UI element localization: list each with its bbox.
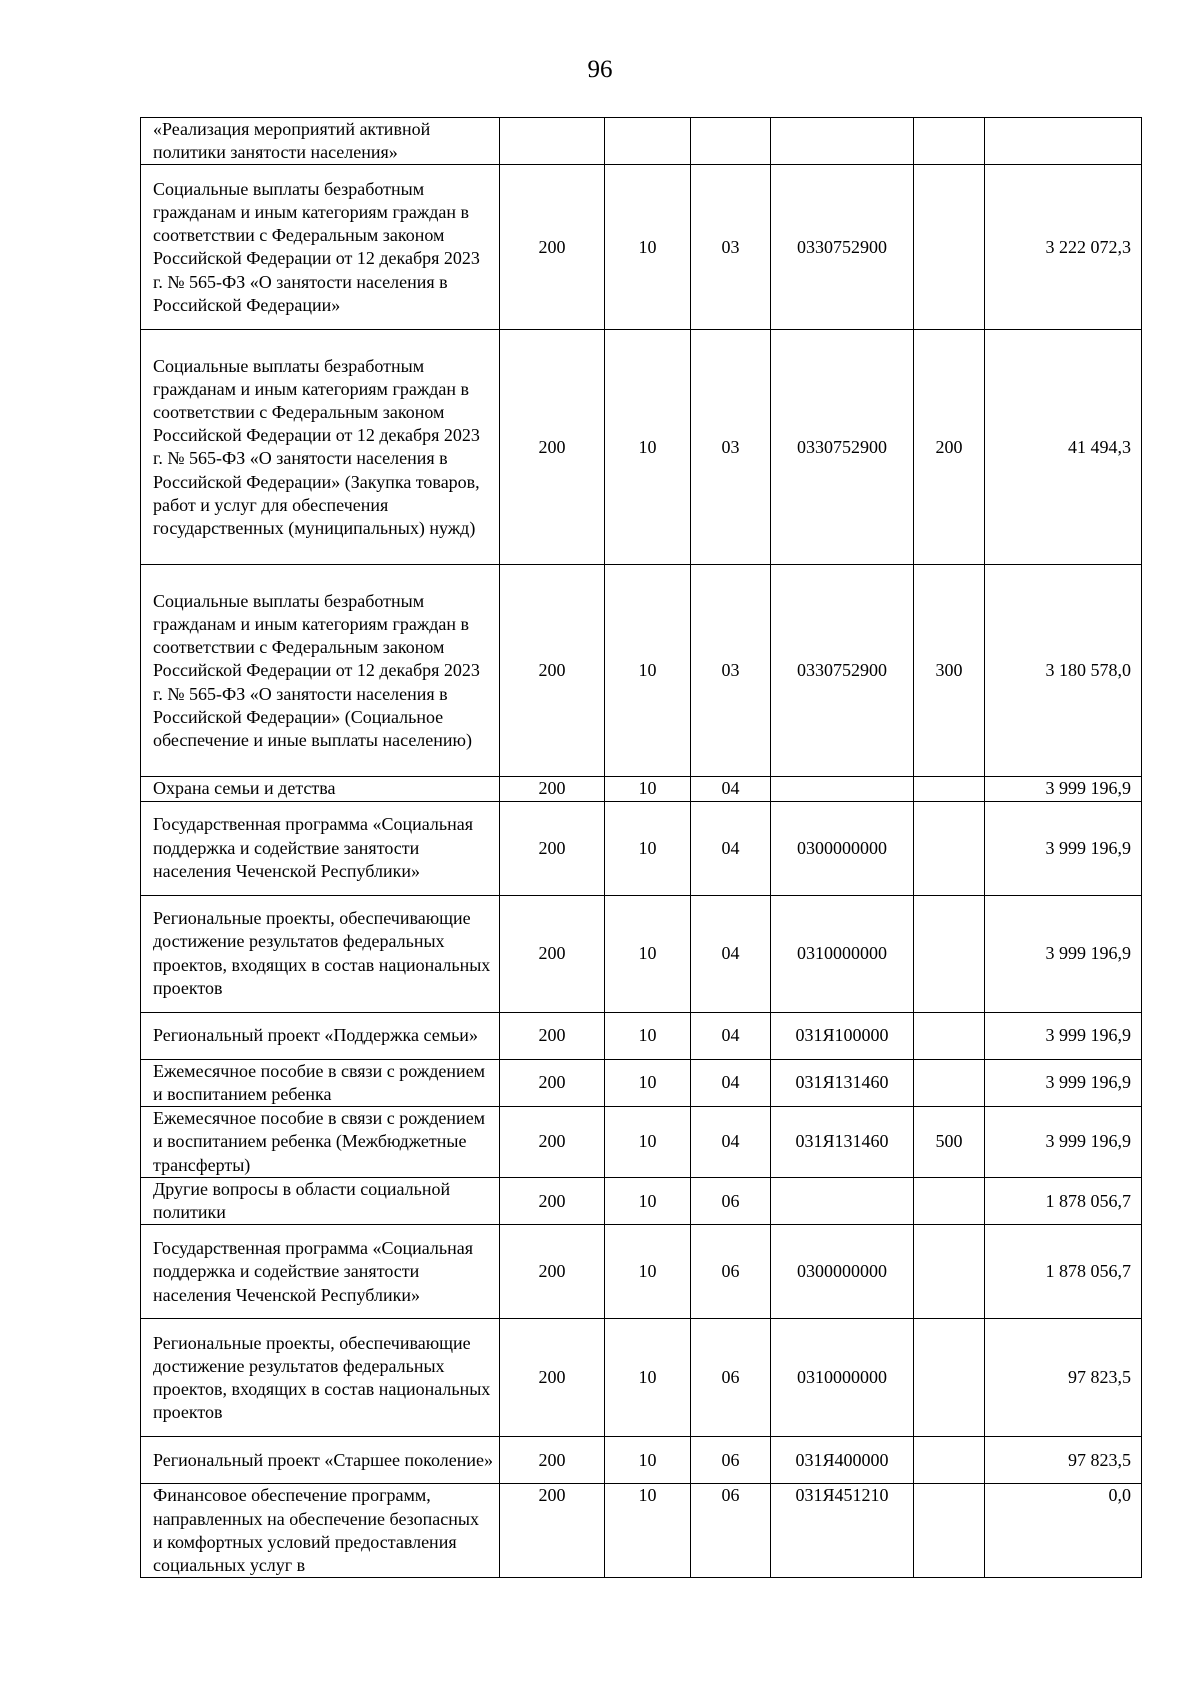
- row-rz: 10: [605, 1107, 691, 1178]
- row-name: Охрана семьи и детства: [141, 777, 500, 801]
- row-sum: 3 999 196,9: [985, 777, 1142, 801]
- table-row: [141, 330, 1142, 565]
- table-row: [141, 1107, 1142, 1178]
- row-vr: [914, 1178, 985, 1225]
- row-name: Региональный проект «Старшее поколение»: [141, 1437, 500, 1484]
- row-sum: 97 823,5: [985, 1437, 1142, 1484]
- row-vr: [914, 1225, 985, 1319]
- row-rz: 10: [605, 1178, 691, 1225]
- row-csr: 031Я100000: [771, 1012, 914, 1059]
- row-vr: [914, 895, 985, 1012]
- row-csr: [771, 118, 914, 165]
- row-adm: 200: [500, 1107, 605, 1178]
- table-row: [141, 118, 1142, 165]
- row-csr: 0310000000: [771, 895, 914, 1012]
- row-sum: 3 999 196,9: [985, 801, 1142, 895]
- row-rz: 10: [605, 1319, 691, 1437]
- table-row: [141, 1484, 1142, 1578]
- row-sum: 1 878 056,7: [985, 1225, 1142, 1319]
- row-rz: 10: [605, 330, 691, 565]
- budget-table: [140, 117, 1142, 1578]
- row-sum: 41 494,3: [985, 330, 1142, 565]
- row-rz: 10: [605, 565, 691, 777]
- row-csr: 0300000000: [771, 1225, 914, 1319]
- row-adm: [500, 118, 605, 165]
- row-adm: 200: [500, 777, 605, 801]
- row-pr: 04: [691, 801, 771, 895]
- table-row: [141, 165, 1142, 330]
- table-row: [141, 1012, 1142, 1059]
- table-row: [141, 1225, 1142, 1319]
- row-name: Государственная программа «Социальная поддержка и содействие занятости населения Чеченской Республики»: [141, 1225, 500, 1319]
- row-name: Государственная программа «Социальная поддержка и содействие занятости населения Чеченской Республики»: [141, 801, 500, 895]
- row-name: «Реализация мероприятий активной политики занятости населения»: [141, 118, 500, 165]
- table-row: [141, 895, 1142, 1012]
- row-csr: 031Я451210: [771, 1484, 914, 1578]
- row-adm: 200: [500, 1012, 605, 1059]
- row-vr: [914, 165, 985, 330]
- row-adm: 200: [500, 1484, 605, 1578]
- row-pr: 03: [691, 165, 771, 330]
- row-vr: 500: [914, 1107, 985, 1178]
- row-sum: 3 999 196,9: [985, 1107, 1142, 1178]
- row-vr: [914, 1319, 985, 1437]
- row-name: Социальные выплаты безработным гражданам и иным категориям граждан в соответствии с Федеральным законом Российской Федерации от 12 декабря 2023 г. № 565-ФЗ «О занятости населения в Российской Федерации»: [141, 165, 500, 330]
- row-sum: 0,0: [985, 1484, 1142, 1578]
- row-pr: 06: [691, 1178, 771, 1225]
- row-name: Ежемесячное пособие в связи с рождением и воспитанием ребенка (Межбюджетные трансферты): [141, 1107, 500, 1178]
- row-vr: 200: [914, 330, 985, 565]
- row-pr: 04: [691, 895, 771, 1012]
- row-csr: 0330752900: [771, 165, 914, 330]
- row-sum: 1 878 056,7: [985, 1178, 1142, 1225]
- row-csr: 0330752900: [771, 330, 914, 565]
- row-csr: [771, 1178, 914, 1225]
- row-csr: 0300000000: [771, 801, 914, 895]
- page-number: 96: [587, 56, 613, 83]
- row-rz: 10: [605, 801, 691, 895]
- row-name: Региональные проекты, обеспечивающие достижение результатов федеральных проектов, входящих в состав национальных проектов: [141, 895, 500, 1012]
- row-sum: [985, 118, 1142, 165]
- row-sum: 3 999 196,9: [985, 1059, 1142, 1106]
- row-pr: 03: [691, 565, 771, 777]
- table-row: [141, 801, 1142, 895]
- row-pr: 04: [691, 1012, 771, 1059]
- row-adm: 200: [500, 801, 605, 895]
- row-rz: 10: [605, 1484, 691, 1578]
- row-pr: 04: [691, 1107, 771, 1178]
- row-rz: 10: [605, 895, 691, 1012]
- row-vr: 300: [914, 565, 985, 777]
- row-pr: 04: [691, 777, 771, 801]
- row-csr: 0330752900: [771, 565, 914, 777]
- row-name: Другие вопросы в области социальной политики: [141, 1178, 500, 1225]
- row-sum: 3 999 196,9: [985, 895, 1142, 1012]
- row-name: Ежемесячное пособие в связи с рождением и воспитанием ребенка: [141, 1059, 500, 1106]
- row-pr: [691, 118, 771, 165]
- table-row: [141, 1178, 1142, 1225]
- row-sum: 3 222 072,3: [985, 165, 1142, 330]
- row-adm: 200: [500, 1437, 605, 1484]
- row-sum: 97 823,5: [985, 1319, 1142, 1437]
- row-adm: 200: [500, 165, 605, 330]
- row-rz: 10: [605, 1225, 691, 1319]
- row-pr: 06: [691, 1319, 771, 1437]
- row-rz: 10: [605, 1437, 691, 1484]
- row-vr: [914, 1484, 985, 1578]
- row-pr: 06: [691, 1437, 771, 1484]
- table-row: [141, 1437, 1142, 1484]
- row-adm: 200: [500, 1225, 605, 1319]
- row-vr: [914, 1059, 985, 1106]
- table-row: [141, 565, 1142, 777]
- row-rz: [605, 118, 691, 165]
- row-csr: [771, 777, 914, 801]
- row-rz: 10: [605, 165, 691, 330]
- row-vr: [914, 801, 985, 895]
- row-adm: 200: [500, 1178, 605, 1225]
- row-name: Социальные выплаты безработным гражданам и иным категориям граждан в соответствии с Федеральным законом Российской Федерации от 12 декабря 2023 г. № 565-ФЗ «О занятости населения в Российской Федерации» (Социальное обеспечение и иные выплаты населению): [141, 565, 500, 777]
- table-row: [141, 1059, 1142, 1106]
- row-name: Социальные выплаты безработным гражданам и иным категориям граждан в соответствии с Федеральным законом Российской Федерации от 12 декабря 2023 г. № 565-ФЗ «О занятости населения в Российской Федерации» (Закупка товаров, работ и услуг для обеспечения государственных (муниципальных) нужд): [141, 330, 500, 565]
- row-pr: 03: [691, 330, 771, 565]
- row-name: Региональные проекты, обеспечивающие достижение результатов федеральных проектов, входящих в состав национальных проектов: [141, 1319, 500, 1437]
- row-adm: 200: [500, 895, 605, 1012]
- row-adm: 200: [500, 330, 605, 565]
- row-vr: [914, 1012, 985, 1059]
- table-row: [141, 777, 1142, 801]
- row-rz: 10: [605, 777, 691, 801]
- row-sum: 3 180 578,0: [985, 565, 1142, 777]
- row-vr: [914, 777, 985, 801]
- row-vr: [914, 118, 985, 165]
- row-csr: 031Я400000: [771, 1437, 914, 1484]
- row-csr: 031Я131460: [771, 1107, 914, 1178]
- row-name: Региональный проект «Поддержка семьи»: [141, 1012, 500, 1059]
- row-name: Финансовое обеспечение программ, направленных на обеспечение безопасных и комфортных условий предоставления социальных услуг в: [141, 1484, 500, 1578]
- row-pr: 06: [691, 1225, 771, 1319]
- row-rz: 10: [605, 1059, 691, 1106]
- row-pr: 06: [691, 1484, 771, 1578]
- table-row: [141, 1319, 1142, 1437]
- row-adm: 200: [500, 565, 605, 777]
- row-adm: 200: [500, 1059, 605, 1106]
- row-vr: [914, 1437, 985, 1484]
- row-pr: 04: [691, 1059, 771, 1106]
- row-adm: 200: [500, 1319, 605, 1437]
- row-sum: 3 999 196,9: [985, 1012, 1142, 1059]
- row-csr: 0310000000: [771, 1319, 914, 1437]
- row-csr: 031Я131460: [771, 1059, 914, 1106]
- row-rz: 10: [605, 1012, 691, 1059]
